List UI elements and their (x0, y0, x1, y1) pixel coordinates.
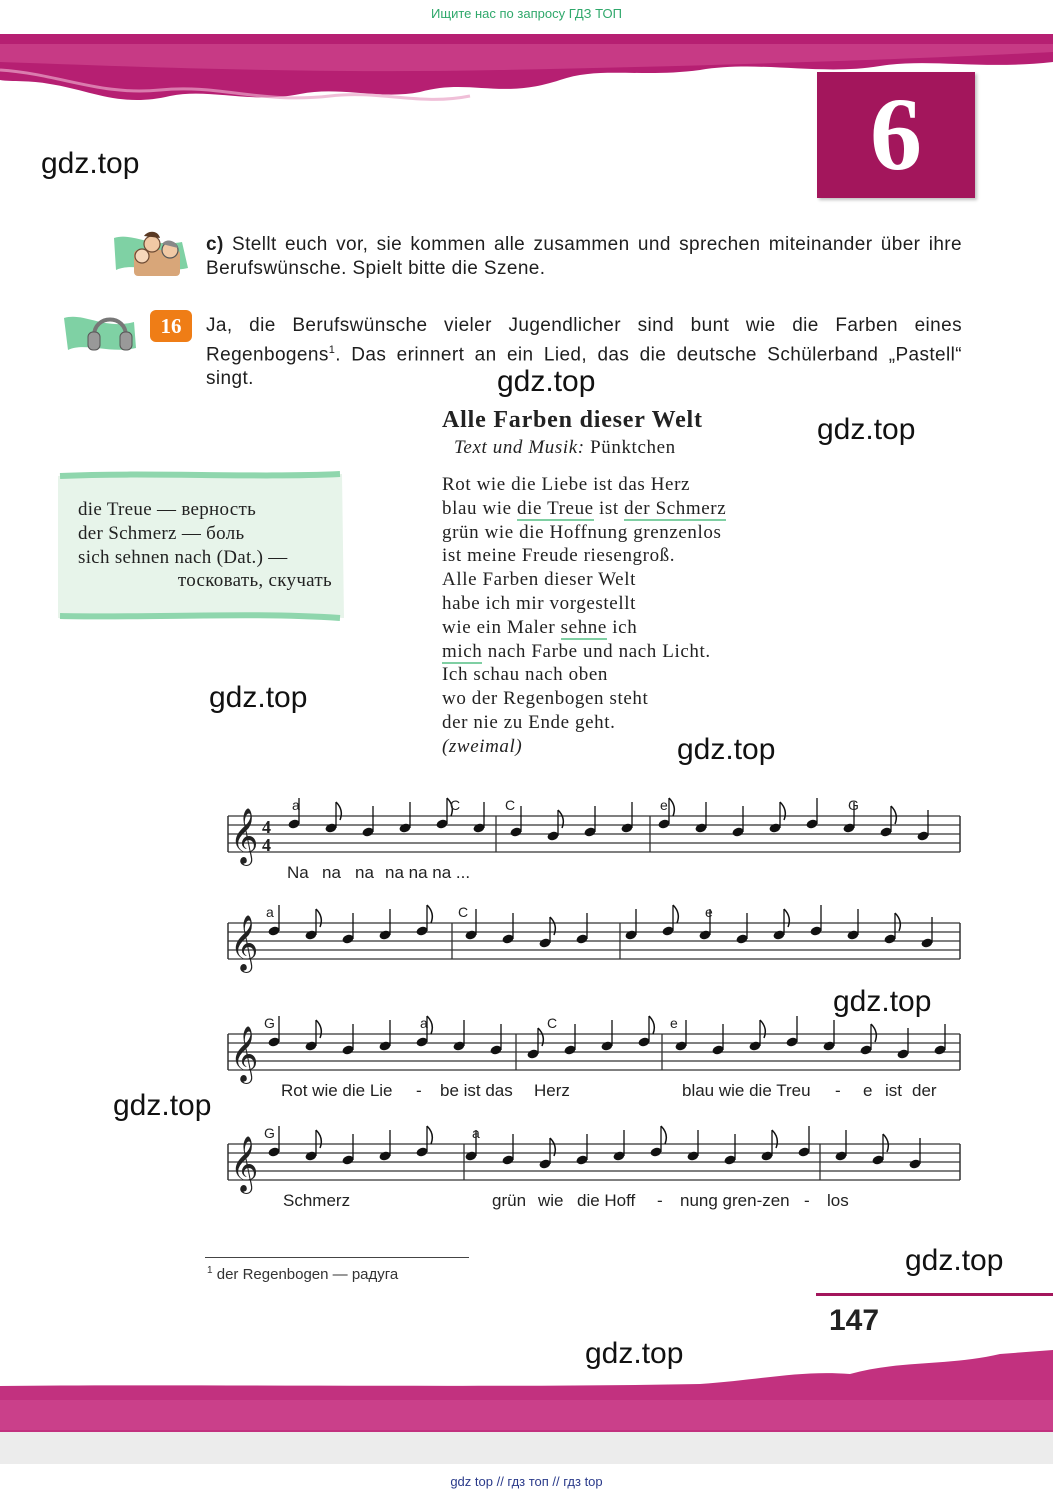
note-flag (760, 1020, 765, 1038)
note-flag (316, 909, 321, 927)
page-number: 147 (829, 1304, 880, 1337)
chord-symbol: C (547, 1015, 558, 1031)
note-flag (316, 1130, 321, 1148)
footnote (207, 1265, 398, 1283)
chord-symbol: C (505, 797, 516, 813)
lyric-syllable: - (657, 1191, 663, 1210)
watermark: gdz.top (41, 147, 140, 180)
footnote-text: der Regenbogen — радуга (216, 1266, 399, 1283)
lyric-syllable: be ist das (440, 1081, 513, 1100)
note-flag (871, 1024, 876, 1042)
chord-symbol: e (705, 904, 713, 920)
lyric-syllable: na na na ... (385, 863, 471, 882)
watermark: gdz.top (817, 413, 916, 446)
lyric-line (442, 497, 726, 521)
chord-symbol: a (420, 1015, 428, 1031)
lyric-syllable: na (322, 863, 341, 882)
note-flag (673, 905, 678, 923)
vocab-entry: тосковать, скучать (177, 570, 332, 592)
lyric-text: ich (606, 616, 638, 638)
vocab-highlight: die Treue (517, 497, 594, 519)
chord-symbol: e (670, 1015, 678, 1031)
lyric-syllable: Na (287, 863, 309, 882)
footnote-marker: 1 (207, 1265, 213, 1276)
lyric-syllable: grün (492, 1191, 527, 1210)
lyric-syllable: der (912, 1081, 937, 1100)
vocab-highlight: mich (442, 640, 483, 662)
repeat-note: (zweimal) (442, 735, 523, 757)
note-flag (883, 1134, 888, 1152)
chord-symbol: a (472, 1125, 480, 1141)
headphones-icon (62, 300, 146, 358)
task-c-label: c) (206, 234, 224, 255)
song-credit-label: Text und Musik: (454, 437, 585, 458)
watermark: gdz.top (209, 681, 308, 714)
note-flag (336, 802, 341, 820)
footnote-rule (205, 1257, 469, 1258)
lyric-text: wie ein Maler (442, 616, 561, 638)
song-lyrics (442, 473, 726, 759)
note-flag (895, 913, 900, 931)
lyric-syllable: e (863, 1081, 873, 1100)
chord-symbol: a (292, 797, 300, 813)
lyric-line (442, 616, 726, 640)
lyric-line: wo der Regenbogen steht (442, 688, 649, 710)
group-talk-icon (112, 228, 192, 280)
page-number-rule (816, 1293, 1053, 1296)
exercise-number-badge: 16 (150, 310, 192, 342)
treble-clef-icon: 𝄞 (230, 1026, 259, 1082)
lyric-syllable: die Hoff (577, 1191, 636, 1210)
task-16-paragraph (206, 314, 962, 391)
task-16-text: Ja, die Berufswünsche vieler Jugendlicher sind bunt wie die Farben eines Regenbogens (206, 315, 962, 366)
treble-clef-icon: 𝄞 (230, 915, 259, 971)
watermark: gdz.top (497, 365, 596, 398)
note-flag (784, 909, 789, 927)
treble-clef-icon: 𝄞 (230, 808, 259, 864)
song-credit-name: Pünktchen (590, 437, 676, 458)
watermark: gdz.top (833, 985, 932, 1018)
chord-symbol: C (450, 797, 461, 813)
note-flag (780, 802, 785, 820)
watermark: gdz.top (677, 733, 776, 766)
sheet-music (0, 780, 1053, 1220)
chord-symbol: C (458, 904, 469, 920)
task-c-text: Stellt euch vor, sie kommen alle zusammen und sprechen miteinander über ihre Berufswünsche. Spielt bitte die Szene. (206, 234, 962, 279)
lyric-line: Ich schau nach oben (442, 664, 608, 686)
treble-clef-icon: 𝄞 (230, 1136, 259, 1192)
lyric-line (442, 640, 726, 664)
lyric-syllable: - (804, 1191, 810, 1210)
footnote-ref: 1 (328, 344, 336, 356)
note-flag (661, 1126, 666, 1144)
chord-symbol: G (264, 1015, 275, 1031)
lyric-syllable: Herz (534, 1081, 570, 1100)
lyric-syllable: Schmerz (283, 1191, 351, 1210)
time-signature: 4 (262, 817, 271, 837)
chord-symbol: e (660, 797, 668, 813)
lyric-line: Alle Farben dieser Welt (442, 569, 636, 591)
lyric-text: ist (593, 497, 625, 519)
note-flag (316, 1020, 321, 1038)
watermark: gdz.top (905, 1244, 1004, 1277)
lyric-syllable: nung gren-zen (680, 1191, 790, 1210)
watermark: gdz.top (585, 1337, 684, 1370)
note-flag (427, 1126, 432, 1144)
lyric-text: nach Farbe und nach Licht. (482, 640, 711, 662)
time-signature: 4 (262, 835, 271, 855)
lyric-syllable: los (827, 1191, 849, 1210)
lyric-syllable: wie (538, 1191, 564, 1210)
watermark: gdz.top (113, 1089, 212, 1122)
task-c-paragraph (206, 233, 962, 281)
lyric-syllable: ist (885, 1081, 902, 1100)
lyric-text: blau wie (442, 497, 518, 519)
song-title: Alle Farben dieser Welt (442, 407, 703, 433)
task-16-text-cont: . Das erinnert an ein Lied, das die deutsche Schülerband „Pastell“ singt. (206, 344, 962, 390)
vocab-entry: sich sehnen nach (Dat.) — (78, 546, 288, 568)
vocabulary-list (78, 498, 332, 593)
note-flag (669, 798, 674, 816)
note-flag (772, 1130, 777, 1148)
lyric-syllable: - (416, 1081, 422, 1100)
search-note: Ищите нас по запросу ГДЗ ТОП (431, 6, 622, 21)
footer-links: gdz top // гдз топ // гдз top (450, 1474, 603, 1489)
lyric-syllable: Rot wie die Lie (281, 1081, 393, 1100)
vocab-highlight: sehne (560, 616, 607, 638)
chord-symbol: G (264, 1125, 275, 1141)
lyric-line: Rot wie die Liebe ist das Herz (442, 474, 691, 495)
lyric-line: ist meine Freude riesengroß. (442, 545, 676, 567)
lyric-syllable: blau wie die Treu (682, 1081, 811, 1100)
chapter-number: 6 (870, 77, 922, 192)
chord-symbol: a (266, 904, 274, 920)
song-credit (454, 437, 676, 459)
note-flag (649, 1016, 654, 1034)
vocab-entry: die Treue — верность (78, 499, 257, 520)
vocab-entry: der Schmerz — боль (78, 522, 245, 544)
lyric-line: der nie zu Ende geht. (442, 711, 616, 733)
chord-symbol: G (848, 797, 859, 813)
note-flag (427, 1016, 432, 1034)
lyric-line: grün wie die Hoffnung grenzenlos (442, 521, 722, 543)
note-flag (427, 905, 432, 923)
bottom-decoration-band (0, 1340, 1053, 1470)
note-flag (891, 806, 896, 824)
lyric-line: habe ich mir vorgestellt (442, 592, 636, 614)
lyric-syllable: na (355, 863, 374, 882)
vocab-highlight: der Schmerz (624, 497, 727, 519)
lyric-syllable: - (835, 1081, 841, 1100)
